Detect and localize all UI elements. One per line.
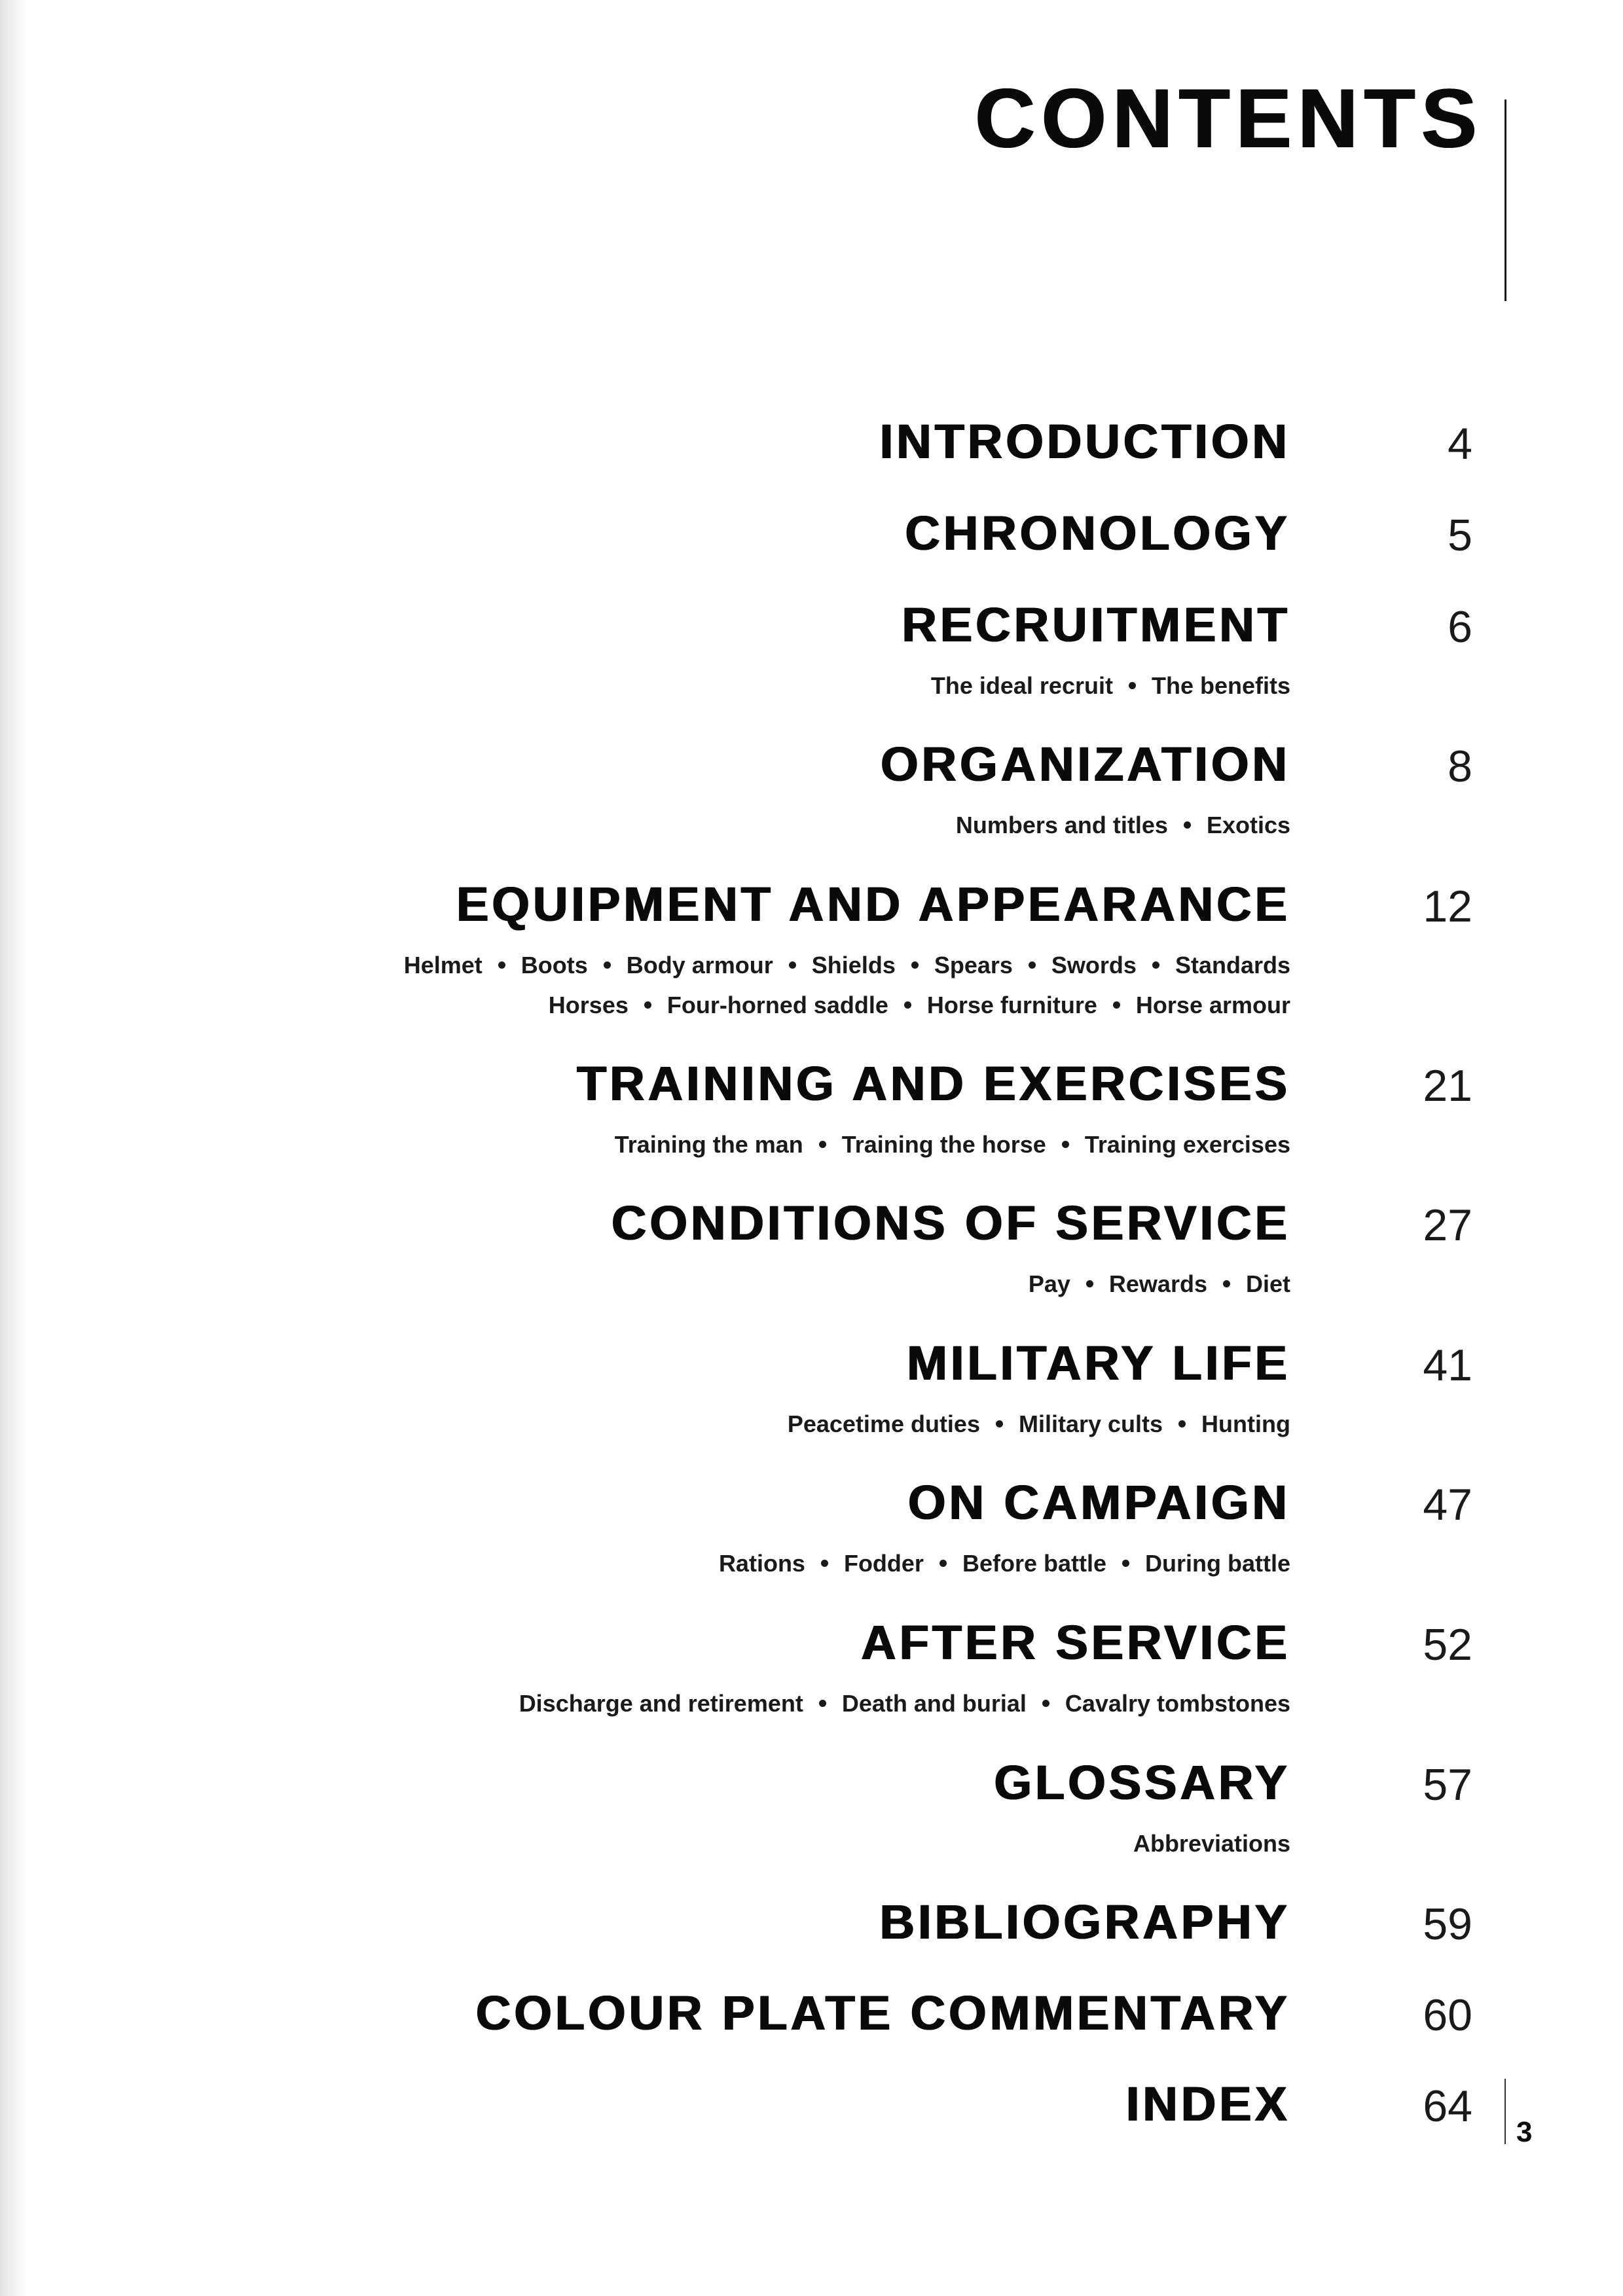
toc-subtopic: Abbreviations	[1133, 1830, 1290, 1857]
toc-page-number: 21	[1423, 1061, 1472, 1111]
toc-page-number: 57	[1423, 1760, 1472, 1810]
toc-subtopic: Four-horned saddle	[666, 992, 888, 1018]
bullet-separator	[1113, 1001, 1120, 1009]
toc-subtopic: Standards	[1175, 952, 1290, 978]
toc-subtopic: The benefits	[1151, 672, 1290, 699]
toc-subtopics-line	[719, 1552, 1290, 1575]
toc-subtopic: Cavalry tombstones	[1065, 1690, 1290, 1717]
toc-page-number: 6	[1448, 602, 1472, 652]
bullet-separator	[1029, 961, 1036, 969]
toc-subtopic: Helmet	[403, 952, 483, 978]
page-number: 3	[1516, 2116, 1533, 2148]
toc-subtopic: Rations	[718, 1550, 805, 1577]
bullet-separator	[1129, 682, 1136, 689]
toc-subtopic: Military cults	[1018, 1410, 1163, 1437]
toc-subtopic: Training exercises	[1084, 1131, 1290, 1158]
toc-subtopic: Spears	[934, 952, 1013, 978]
vertical-rule-top	[1504, 99, 1506, 301]
toc-subtopic: Discharge and retirement	[519, 1690, 803, 1717]
bullet-separator	[996, 1420, 1003, 1427]
toc-page-number: 41	[1423, 1340, 1472, 1390]
bullet-separator	[604, 961, 611, 969]
toc-heading: CHRONOLOGY	[905, 506, 1290, 560]
toc-subtopic: Numbers and titles	[955, 812, 1168, 838]
toc-subtopic: Peacetime duties	[787, 1410, 980, 1437]
toc-subtopic: Swords	[1051, 952, 1137, 978]
toc-heading: MILITARY LIFE	[907, 1336, 1290, 1390]
toc-subtopic: Rewards	[1108, 1270, 1207, 1297]
bullet-separator	[1042, 1700, 1049, 1707]
vertical-rule-bottom	[1504, 2079, 1506, 2144]
toc-subtopics-line	[1029, 1272, 1290, 1296]
bullet-separator	[911, 961, 919, 969]
toc-subtopic: Training the horse	[841, 1131, 1046, 1158]
toc-subtopic: Before battle	[962, 1550, 1106, 1577]
toc-subtopic: Exotics	[1206, 812, 1290, 838]
bullet-separator	[1122, 1560, 1129, 1567]
page-edge-shadow	[0, 0, 27, 2296]
toc-subtopic: Shields	[811, 952, 896, 978]
bullet-separator	[498, 961, 505, 969]
toc-heading: AFTER SERVICE	[861, 1615, 1290, 1670]
toc-subtopic: Boots	[520, 952, 588, 978]
bullet-separator	[1178, 1420, 1186, 1427]
toc-heading: INDEX	[1125, 2077, 1290, 2131]
toc-subtopic: Fodder	[843, 1550, 924, 1577]
toc-subtopic: Body armour	[626, 952, 773, 978]
toc-subtopic: Death and burial	[841, 1690, 1027, 1717]
toc-heading: COLOUR PLATE COMMENTARY	[475, 1986, 1290, 2040]
bullet-separator	[789, 961, 796, 969]
toc-subtopic: During battle	[1145, 1550, 1290, 1577]
toc-subtopics-line	[615, 1133, 1290, 1157]
bullet-separator	[644, 1001, 651, 1009]
bullet-separator	[819, 1700, 826, 1707]
toc-subtopic: Training the man	[614, 1131, 803, 1158]
bullet-separator	[1086, 1280, 1093, 1287]
toc-subtopic: Horse furniture	[926, 992, 1097, 1018]
toc-page-number: 8	[1448, 742, 1472, 791]
toc-page-number: 47	[1423, 1480, 1472, 1530]
toc-page-number: 52	[1423, 1620, 1472, 1670]
bullet-separator	[904, 1001, 911, 1009]
toc-subtopic: Pay	[1028, 1270, 1070, 1297]
toc-heading: ON CAMPAIGN	[908, 1475, 1290, 1530]
toc-subtopic: The ideal recruit	[930, 672, 1113, 699]
toc-subtopics-line	[404, 954, 1290, 977]
toc-subtopic: Horses	[548, 992, 629, 1018]
toc-heading: GLOSSARY	[994, 1755, 1290, 1810]
bullet-separator	[939, 1560, 947, 1567]
toc-subtopics-line	[931, 674, 1290, 698]
toc-page-number: 27	[1423, 1200, 1472, 1250]
toc-subtopics-line	[549, 994, 1290, 1017]
bullet-separator	[819, 1141, 826, 1148]
toc-page-number: 64	[1423, 2081, 1472, 2131]
toc-heading: EQUIPMENT AND APPEARANCE	[456, 877, 1290, 931]
toc-heading: CONDITIONS OF SERVICE	[611, 1196, 1290, 1250]
toc-subtopics-line	[519, 1692, 1290, 1715]
toc-heading: ORGANIZATION	[881, 737, 1290, 791]
toc-page-number: 60	[1423, 1990, 1472, 2040]
toc-heading: RECRUITMENT	[902, 598, 1290, 652]
bullet-separator	[1223, 1280, 1230, 1287]
toc-page-number: 4	[1448, 419, 1472, 469]
toc-heading: TRAINING AND EXERCISES	[577, 1056, 1290, 1111]
toc-page-number: 59	[1423, 1899, 1472, 1949]
toc-heading: INTRODUCTION	[879, 414, 1290, 469]
bullet-separator	[1184, 821, 1191, 829]
page-title: CONTENTS	[975, 72, 1483, 166]
toc-subtopic: Hunting	[1201, 1410, 1290, 1437]
toc-subtopics-line	[956, 814, 1290, 837]
toc-subtopic: Horse armour	[1135, 992, 1290, 1018]
toc-subtopics-line	[1133, 1832, 1290, 1856]
bullet-separator	[1062, 1141, 1069, 1148]
bullet-separator	[821, 1560, 828, 1567]
bullet-separator	[1152, 961, 1159, 969]
toc-page-number: 5	[1448, 511, 1472, 560]
toc-heading: BIBLIOGRAPHY	[879, 1895, 1290, 1949]
toc-subtopics-line	[788, 1412, 1290, 1436]
toc-page-number: 12	[1423, 882, 1472, 931]
toc-subtopic: Diet	[1245, 1270, 1290, 1297]
